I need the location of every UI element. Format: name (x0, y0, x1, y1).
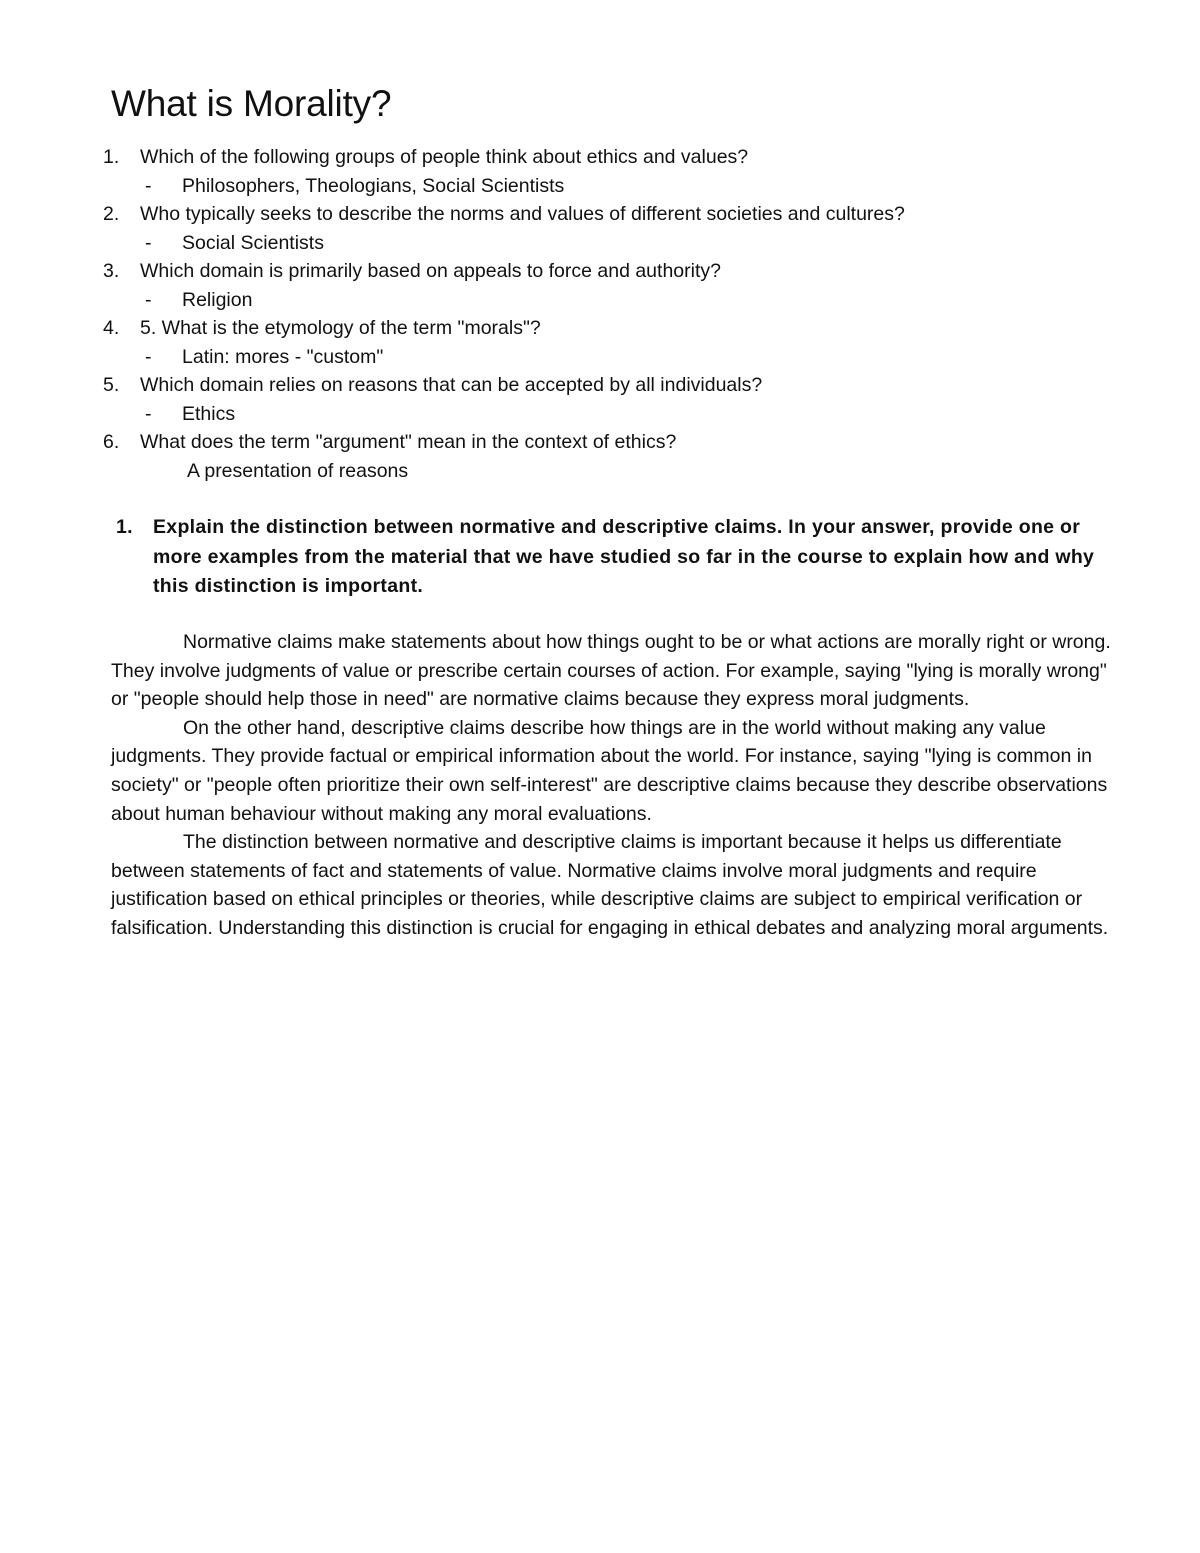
qa-number: 3. (103, 260, 120, 282)
qa-item-6 (0, 428, 1200, 485)
qa-answer: Latin: mores - "custom" (182, 345, 384, 368)
essay-paragraph-distinction: The distinction between normative and descriptive claims is important because it helps us differentiate between statements of fact and statements of value. Normative claims involve moral judgments and require justification based on ethical principles or theories, while descriptive claims are subject to empirical verification or falsification. Understanding this distinction is crucial for engaging in ethical debates and analyzing moral arguments. (111, 831, 1109, 939)
qa-answer-dash: - (145, 174, 152, 197)
essay-paragraph-normative: Normative claims make statements about how things ought to be or what actions are morally right or wrong. They involve judgments of value or prescribe certain courses of action. For example, saying "lying is morally wrong" or "people should help those in need" are normative claims because they express moral judgments. (111, 631, 1111, 711)
qa-question: 5. What is the etymology of the term "morals"? (140, 317, 541, 339)
page-title: What is Morality? (111, 83, 392, 124)
qa-answer: Religion (182, 288, 253, 311)
qa-item-4 (0, 314, 1200, 371)
qa-number: 5. (103, 374, 120, 396)
essay-question-number: 1. (116, 516, 133, 538)
qa-item-3 (0, 257, 1200, 314)
qa-item-2 (0, 200, 1200, 257)
qa-question: Who typically seeks to describe the norms and values of different societies and cultures? (140, 203, 905, 225)
qa-answer-dash: - (145, 231, 152, 254)
essay-paragraph-descriptive: On the other hand, descriptive claims describe how things are in the world without making any value judgments. They provide factual or empirical information about the world. For instance, saying "lying is common in society" or "people often prioritize their own self-interest" are descriptive claims because they describe observations about human behaviour without making any moral evaluations. (111, 716, 1108, 825)
qa-answer: Social Scientists (182, 231, 324, 254)
qa-item-1 (0, 143, 1200, 200)
qa-item-5 (0, 371, 1200, 428)
essay-question-text: Explain the distinction between normative and descriptive claims. In your answer, provide one or more examples from the material that we have studied so far in the course to explain how and why this distinction is important. (153, 516, 1095, 597)
qa-question: Which of the following groups of people think about ethics and values? (140, 146, 749, 168)
qa-number: 1. (103, 146, 120, 168)
qa-number: 2. (103, 203, 120, 225)
qa-answer: Philosophers, Theologians, Social Scientists (182, 174, 565, 197)
qa-answer: Ethics (182, 402, 236, 425)
qa-answer-dash: - (145, 345, 152, 368)
qa-question: Which domain is primarily based on appeals to force and authority? (140, 260, 721, 282)
qa-question: Which domain relies on reasons that can be accepted by all individuals? (140, 374, 763, 396)
qa-question: What does the term "argument" mean in the context of ethics? (140, 431, 677, 453)
qa-list (0, 143, 1200, 485)
qa-answer: A presentation of reasons (187, 459, 409, 482)
qa-number: 6. (103, 431, 120, 453)
essay-answer (111, 628, 1121, 943)
qa-answer-dash: - (145, 402, 152, 425)
qa-number: 4. (103, 317, 120, 339)
qa-answer-dash: - (145, 288, 152, 311)
